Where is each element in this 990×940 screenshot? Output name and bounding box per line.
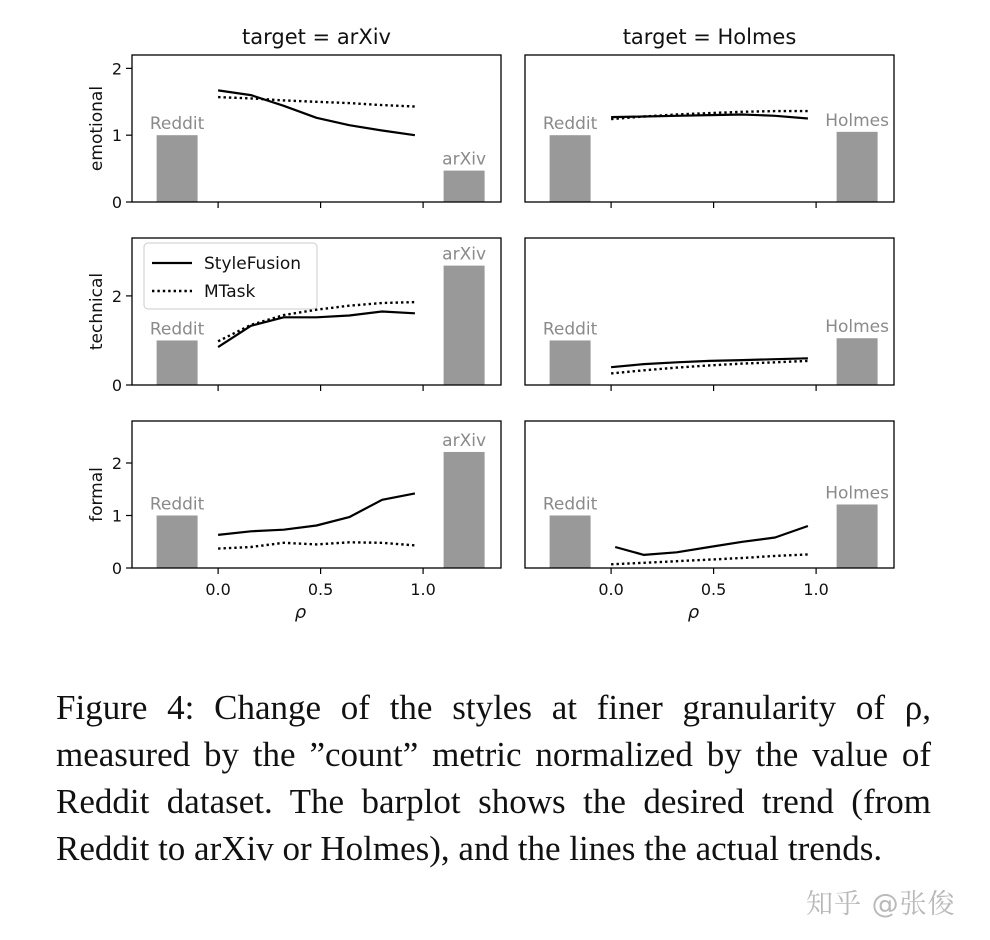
bar-label-reddit-emotional-arxiv: Reddit bbox=[149, 114, 205, 135]
legend-label-mtask: MTask bbox=[204, 282, 256, 302]
bar-reddit-technical-arxiv bbox=[157, 340, 198, 385]
bar-reddit-formal-arxiv bbox=[157, 516, 198, 569]
bar-arxiv-formal-arxiv bbox=[444, 452, 485, 568]
row-label-formal: formal bbox=[87, 467, 107, 522]
watermark-text: 知乎 @张俊 bbox=[806, 889, 956, 920]
y-tick-label-2-technical-arxiv: 2 bbox=[111, 286, 122, 306]
x-tick-label-0.0-formal-holmes: 0.0 bbox=[598, 580, 624, 599]
series-stylefusion-formal-arxiv bbox=[218, 493, 415, 535]
bar-holmes-emotional-holmes bbox=[837, 132, 878, 202]
bar-holmes-formal-holmes bbox=[837, 504, 878, 568]
row-label-technical: technical bbox=[87, 272, 107, 351]
series-mtask-formal-arxiv bbox=[218, 542, 415, 548]
bar-reddit-emotional-arxiv bbox=[157, 135, 198, 202]
bar-label-arxiv-technical-arxiv: arXiv bbox=[442, 244, 487, 265]
legend-label-stylefusion: StyleFusion bbox=[204, 254, 302, 274]
series-stylefusion-formal-holmes bbox=[615, 526, 808, 555]
column-title-holmes: target = Holmes bbox=[622, 25, 797, 49]
y-tick-label-1-emotional-arxiv: 1 bbox=[111, 126, 122, 146]
bar-label-arxiv-emotional-arxiv: arXiv bbox=[442, 149, 487, 170]
bar-holmes-technical-holmes bbox=[837, 338, 878, 385]
bar-label-reddit-technical-arxiv: Reddit bbox=[149, 319, 205, 340]
x-tick-label-0.0-formal-arxiv: 0.0 bbox=[205, 580, 231, 599]
bar-label-holmes-formal-holmes: Holmes bbox=[825, 483, 889, 504]
bar-label-holmes-technical-holmes: Holmes bbox=[825, 317, 889, 338]
bar-reddit-technical-holmes bbox=[550, 340, 591, 385]
x-tick-label-0.5-formal-holmes: 0.5 bbox=[700, 580, 727, 599]
y-tick-label-2-formal-arxiv: 2 bbox=[111, 454, 122, 473]
bar-label-holmes-emotional-holmes: Holmes bbox=[825, 110, 889, 131]
bar-label-arxiv-formal-arxiv: arXiv bbox=[442, 430, 487, 451]
series-stylefusion-emotional-holmes bbox=[611, 115, 808, 119]
series-stylefusion-technical-arxiv bbox=[218, 312, 415, 348]
bar-reddit-formal-holmes bbox=[550, 516, 591, 569]
bar-label-reddit-technical-holmes: Reddit bbox=[542, 319, 598, 340]
x-tick-label-1.0-formal-holmes: 1.0 bbox=[803, 580, 829, 599]
y-tick-label-1-formal-arxiv: 1 bbox=[111, 506, 122, 526]
column-title-arxiv: target = arXiv bbox=[242, 25, 391, 49]
series-mtask-technical-holmes bbox=[611, 361, 808, 374]
y-tick-label-2-emotional-arxiv: 2 bbox=[111, 59, 122, 79]
x-tick-label-0.5-formal-arxiv: 0.5 bbox=[307, 580, 334, 599]
row-label-emotional: emotional bbox=[87, 85, 107, 172]
bar-arxiv-emotional-arxiv bbox=[444, 171, 485, 202]
bar-arxiv-technical-arxiv bbox=[444, 266, 485, 385]
x-axis-label-holmes: ρ bbox=[687, 602, 700, 623]
figure-caption: Figure 4: Change of the styles at finer granularity of ρ, measured by the ”count” metric normalized by the value of Reddit dataset. The barplot shows the desired trend (from Reddit to arXiv or Holmes), and the lines the actual trends. bbox=[56, 688, 931, 868]
x-axis-label-arxiv: ρ bbox=[294, 602, 307, 623]
bar-label-reddit-formal-arxiv: Reddit bbox=[149, 494, 205, 515]
y-tick-label-0-emotional-arxiv: 0 bbox=[111, 193, 122, 212]
bar-reddit-emotional-holmes bbox=[550, 135, 591, 202]
series-mtask-emotional-arxiv bbox=[218, 97, 415, 106]
bar-label-reddit-emotional-holmes: Reddit bbox=[542, 114, 598, 135]
y-tick-label-0-technical-arxiv: 0 bbox=[111, 376, 122, 395]
x-tick-label-1.0-formal-arxiv: 1.0 bbox=[410, 580, 436, 599]
y-tick-label-0-formal-arxiv: 0 bbox=[111, 559, 122, 578]
series-mtask-formal-holmes bbox=[611, 554, 808, 564]
bar-label-reddit-formal-holmes: Reddit bbox=[542, 494, 598, 515]
series-stylefusion-emotional-arxiv bbox=[218, 90, 415, 135]
